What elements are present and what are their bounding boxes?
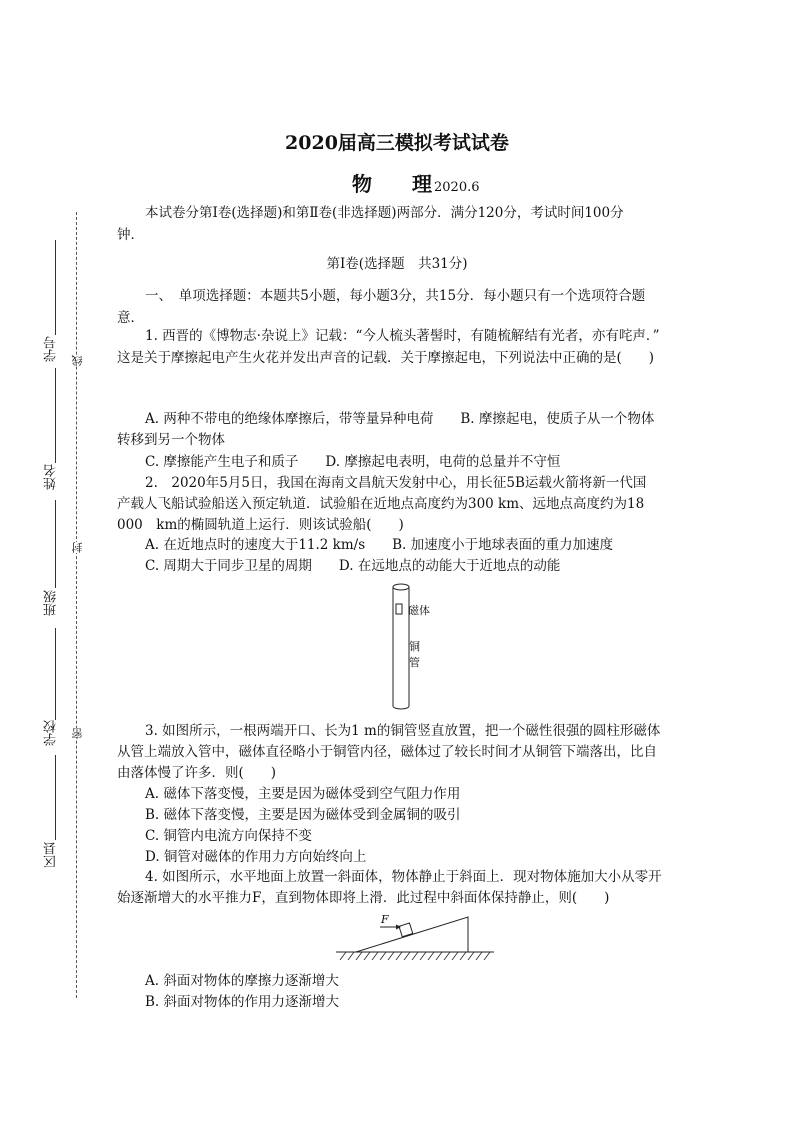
intro-line-2: 钟． [117,227,144,243]
magnet-label: 磁体 [408,604,430,617]
label-class: 班级 [44,590,59,616]
q4-option-b: B. 斜面对物体的作用力逐渐增大 [145,994,340,1010]
q1-stem-line-1: 1. 西晋的《博物志·杂说上》记载：“今人梳头著髻时，有随梳解结有光者，亦有咤声．” [145,328,660,344]
blank-line-school [55,628,56,720]
q3-option-a: A. 磁体下落变慢，主要是因为磁体受到空气阻力作用 [145,786,461,802]
subject-char-2: 理 [412,172,432,196]
blank-line-class [55,500,56,588]
q3-option-c: C. 铜管内电流方向保持不变 [145,828,312,844]
seal-char-seal: 封 [71,542,84,553]
seal-dashed-line [76,212,77,998]
q2-stem-line-3: 000 km的椭圆轨道上运行．则该试验船( ) [117,517,404,533]
q2-stem-line-1: 2. 2020年5月5日，我国在海南文昌航天发射中心，用长征5B运载火箭将新一代国 [145,475,647,491]
subject-heading [352,168,480,197]
section-instruction-2: 意． [117,310,144,326]
ground-hatching [340,952,490,960]
section-heading: 第Ⅰ卷(选择题 共31分) [326,256,468,272]
incline-shape [356,917,468,952]
q1-options-a-b: A. 两种不带电的绝缘体摩擦后，带等量异种电荷 B. 摩擦起电，使质子从一个物体 [145,411,655,427]
label-name: 姓名 [44,464,59,490]
q4-option-a: A. 斜面对物体的摩擦力逐渐增大 [145,973,339,989]
seal-char-line: 线 [71,355,84,366]
q1-option-b-continued: 转移到另一个物体 [117,432,225,448]
blank-line-district [55,755,56,840]
q3-stem-line-3: 由落体慢了许多．则( ) [117,765,277,781]
exam-title: 2020届高三模拟考试试卷 [285,132,509,154]
q3-option-d: D. 铜管对磁体的作用力方向始终向上 [145,849,367,865]
seal-char-secret: 密 [71,728,84,739]
q4-stem-line-1: 4. 如图所示，水平地面上放置一斜面体，物体静止于斜面上．现对物体施加大小从零开 [145,869,662,885]
q1-options-c-d: C. 摩擦能产生电子和质子 D. 摩擦起电表明，电荷的总量并不守恒 [145,454,561,470]
section-instruction-1: 一、 单项选择题：本题共5小题，每小题3分，共15分．每小题只有一个选项符合题 [145,288,646,304]
q1-stem-line-2: 这是关于摩擦起电产生火花并发出声音的记载．关于摩擦起电，下列说法中正确的是( ) [117,350,655,366]
label-student-id: 学号 [44,336,59,362]
tube-label-2: 管 [409,656,420,669]
exam-date: 2020.6 [434,180,480,195]
q3-option-b: B. 磁体下落变慢，主要是因为磁体受到金属铜的吸引 [145,807,461,823]
q2-stem-line-2: 产载人飞船试验船送入预定轨道．试验船在近地点高度约为300 km、远地点高度约为18 [117,496,645,512]
intro-line-1: 本试卷分第Ⅰ卷(选择题)和第Ⅱ卷(非选择题)两部分．满分120分，考试时间100分 [145,205,624,221]
q3-stem-line-2: 从管上端放入管中，磁体直径略小于铜管内径，磁体过了较长时间才从铜管下端落出，比自 [117,744,657,760]
q4-stem-line-2: 始逐渐增大的水平推力F，直到物体即将上滑．此过程中斜面体保持静止，则( ) [117,890,610,906]
force-label: F [381,913,389,926]
label-school: 学校 [44,720,59,746]
incline-drawing [336,912,496,964]
q3-stem-line-1: 3. 如图所示，一根两端开口、长为1 m的铜管竖直放置，把一个磁性很强的圆柱形磁体 [145,723,661,739]
q2-options-c-d: C. 周期大于同步卫星的周期 D. 在远地点的动能大于近地点的动能 [145,558,561,574]
tube-label-1: 铜 [409,640,420,653]
subject-char-1: 物 [352,172,372,196]
magnet-shape [396,604,402,614]
blank-line-name [55,368,56,463]
label-district: 区县 [44,842,59,868]
q2-options-a-b: A. 在近地点时的速度大于11.2 km/s B. 加速度小于地球表面的重力加速度 [145,537,614,553]
